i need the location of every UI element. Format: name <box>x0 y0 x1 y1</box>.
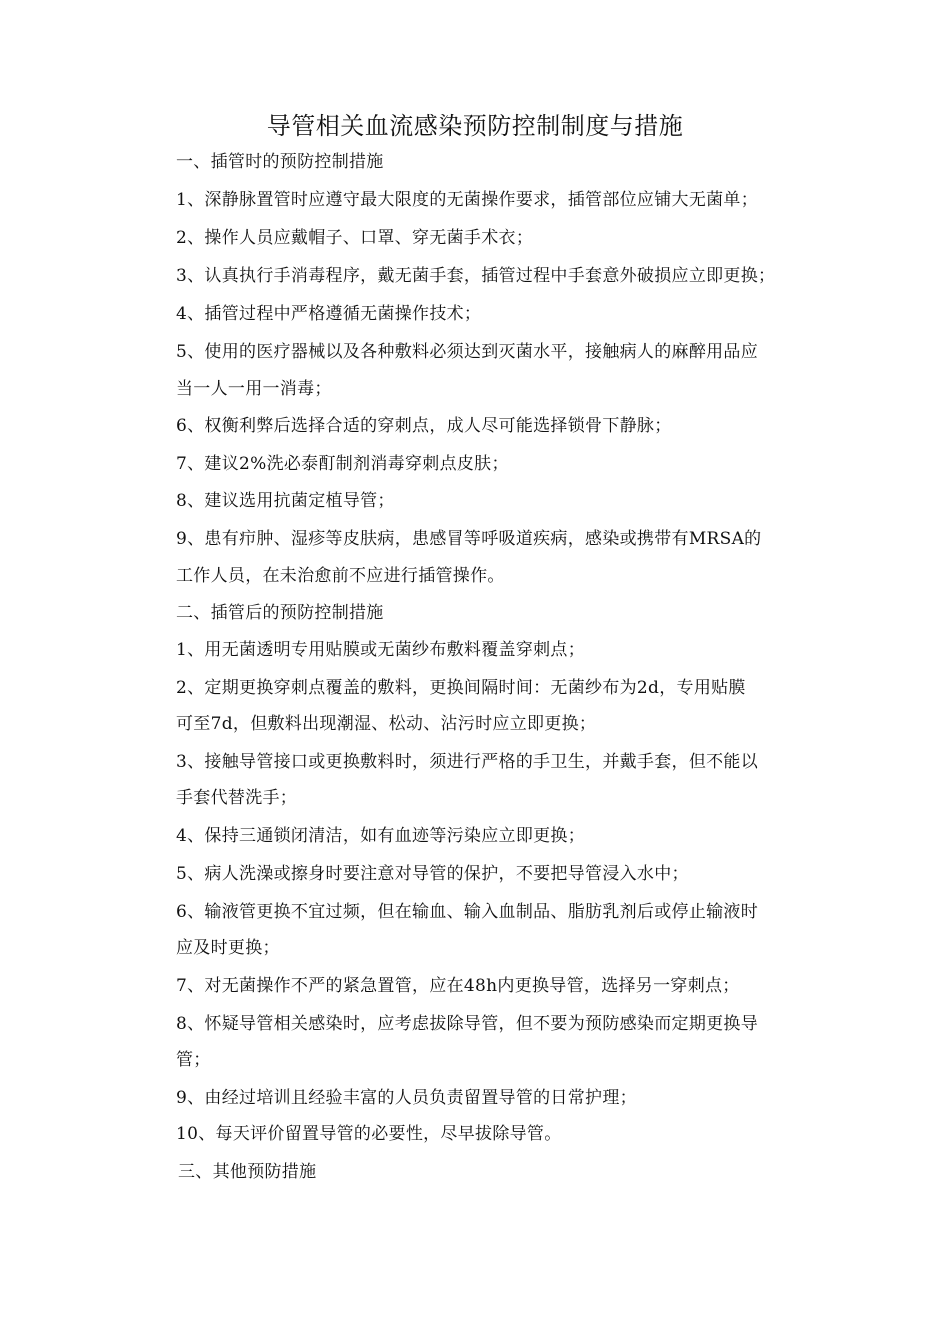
document-title: 导管相关血流感染预防控制制度与措施 <box>266 112 684 140</box>
text-line: 7、建议2%洗必泰酊制剂消毒穿刺点皮肤； <box>176 454 509 474</box>
text-line: 4、插管过程中严格遵循无菌操作技术； <box>176 304 482 324</box>
text-line: 工作人员，在未治愈前不应进行插管操作。 <box>176 566 505 586</box>
text-line: 9、患有疖肿、湿疹等皮肤病，患感冒等呼吸道疾病，感染或携带有MRSA的 <box>176 529 762 549</box>
text-line: 应及时更换； <box>176 938 280 958</box>
text-line: 6、输液管更换不宜过频，但在输血、输入血制品、脂肪乳剂后或停止输液时 <box>176 902 759 922</box>
text-line: 手套代替洗手； <box>176 788 298 808</box>
text-line: 6、权衡利弊后选择合适的穿刺点，成人尽可能选择锁骨下静脉； <box>176 416 672 436</box>
section-heading-3: 三、其他预防措施 <box>178 1162 317 1182</box>
text-line: 2、操作人员应戴帽子、口罩、穿无菌手术衣； <box>176 228 534 248</box>
text-line: 4、保持三通锁闭清洁，如有血迹等污染应立即更换； <box>176 826 586 846</box>
section-heading-2: 二、插管后的预防控制措施 <box>176 603 384 623</box>
text-line: 当一人一用一消毒； <box>176 379 332 399</box>
text-line: 3、接触导管接口或更换敷料时，须进行严格的手卫生，并戴手套，但不能以 <box>176 752 759 772</box>
text-line: 7、对无菌操作不严的紧急置管，应在48h内更换导管，选择另一穿刺点； <box>176 976 740 996</box>
text-line: 9、由经过培训且经验丰富的人员负责留置导管的日常护理； <box>176 1088 637 1108</box>
text-line: 1、用无菌透明专用贴膜或无菌纱布敷料覆盖穿刺点； <box>176 640 586 660</box>
text-line: 5、病人洗澡或擦身时要注意对导管的保护，不要把导管浸入水中； <box>176 864 689 884</box>
text-line: 5、使用的医疗器械以及各种敷料必须达到灭菌水平，接触病人的麻醉用品应 <box>176 342 759 362</box>
text-line: 1、深静脉置管时应遵守最大限度的无菌操作要求，插管部位应铺大无菌单； <box>176 190 759 210</box>
text-line: 管； <box>176 1050 211 1070</box>
text-line: 2、定期更换穿刺点覆盖的敷料，更换间隔时间：无菌纱布为2d，专用贴膜 <box>176 678 746 698</box>
text-line: 8、怀疑导管相关感染时，应考虑拔除导管，但不要为预防感染而定期更换导 <box>176 1014 759 1034</box>
text-line: 8、建议选用抗菌定植导管； <box>176 491 395 511</box>
section-heading-1: 一、插管时的预防控制措施 <box>176 152 384 172</box>
text-line: 可至7d，但敷料出现潮湿、松动、沾污时应立即更换； <box>176 714 597 734</box>
text-line: 10、每天评价留置导管的必要性，尽早拔除导管。 <box>176 1124 562 1144</box>
text-line: 3、认真执行手消毒程序，戴无菌手套，插管过程中手套意外破损应立即更换； <box>176 266 776 286</box>
